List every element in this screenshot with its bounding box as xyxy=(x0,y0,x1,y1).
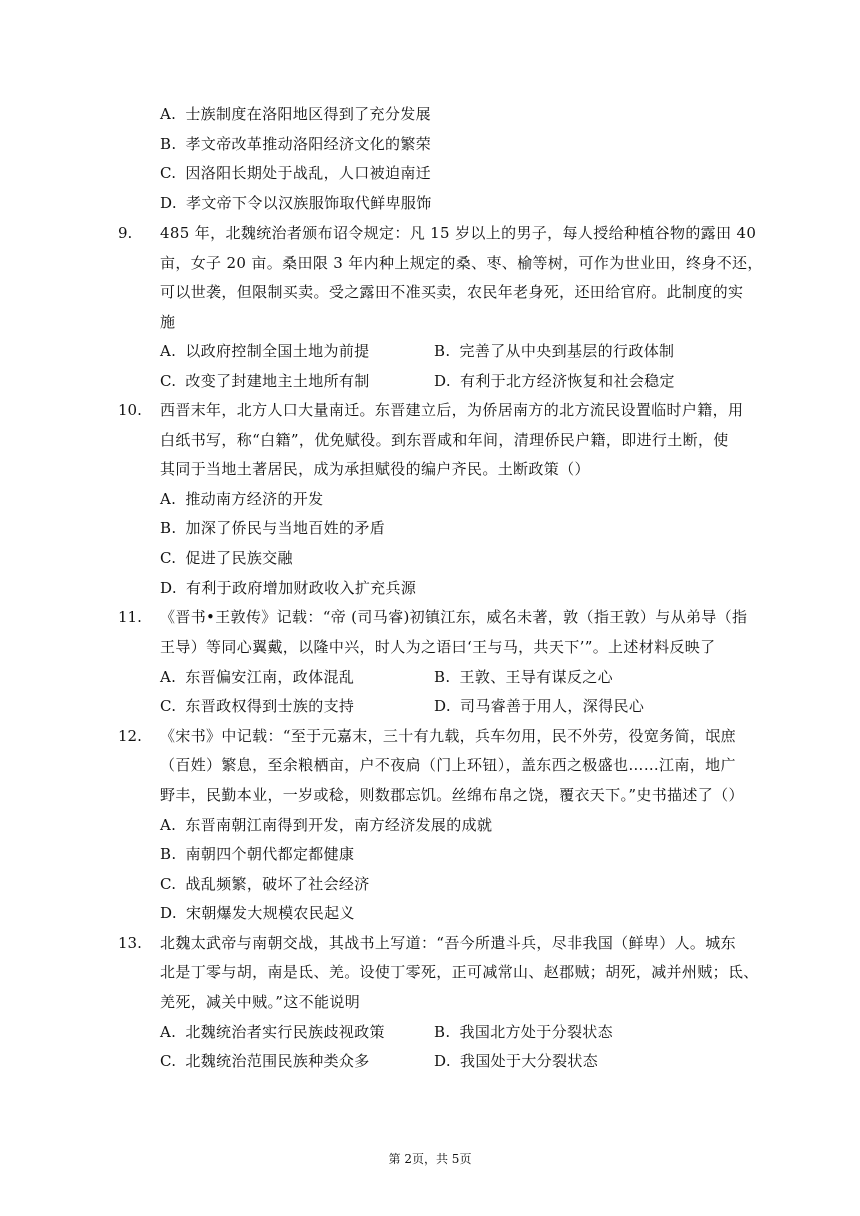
option-letter: C. xyxy=(160,1052,177,1070)
option-letter: B. xyxy=(160,135,177,153)
q9-stem-line: 亩，女子 20 亩。桑田限 3 年内种上规定的桑、枣、榆等树，可作为世业田，终身不还， xyxy=(160,254,763,272)
option-text: 我国北方处于分裂状态 xyxy=(459,1023,614,1041)
option-text: 孝文帝改革推动洛阳经济文化的繁荣 xyxy=(185,135,432,153)
option-text: 以政府控制全国土地为前提 xyxy=(185,342,370,360)
option-text: 因洛阳长期处于战乱，人口被迫南迁 xyxy=(185,164,432,182)
option-text: 有利于北方经济恢复和社会稳定 xyxy=(459,372,675,390)
option-letter: A. xyxy=(160,668,177,686)
option-text: 王敦、王导有谋反之心 xyxy=(459,668,614,686)
option-letter: B. xyxy=(434,668,451,686)
q10-stem-line: 其同于当地土著居民，成为承担赋役的编户齐民。土断政策（） xyxy=(160,460,590,478)
q13-stem-line: 羌死，减关中贼。”这不能说明 xyxy=(160,993,361,1011)
option-letter: B. xyxy=(434,342,451,360)
option-letter: C. xyxy=(160,875,177,893)
option-text: 加深了侨民与当地百姓的矛盾 xyxy=(185,519,386,537)
option-letter: A. xyxy=(160,105,177,123)
option-text: 推动南方经济的开发 xyxy=(185,490,324,508)
q10-option-c xyxy=(160,548,293,568)
option-letter: B. xyxy=(434,1023,451,1041)
option-letter: C. xyxy=(160,372,177,390)
option-letter: D. xyxy=(160,904,177,922)
option-letter: D. xyxy=(434,372,451,390)
option-text: 战乱频繁，破坏了社会经济 xyxy=(185,875,370,893)
option-text: 东晋南朝江南得到开发，南方经济发展的成就 xyxy=(185,816,493,834)
option-letter: C. xyxy=(160,697,177,715)
q10-option-a xyxy=(160,489,323,509)
option-text: 宋朝爆发大规模农民起义 xyxy=(185,904,355,922)
q8-option-a xyxy=(160,104,431,124)
q13-number: 13. xyxy=(118,934,142,952)
q12-stem-line: 《宋书》中记载：“至于元嘉末，三十有九载，兵车勿用，民不外劳，役宽务简，氓庶 xyxy=(160,727,736,745)
q13-stem-line: 北是丁零与胡，南是氐、羌。设使丁零死，正可减常山、赵郡贼；胡死，减并州贼；氐、 xyxy=(160,963,759,981)
q12-stem-line: （百姓）繁息，至余粮栖亩，户不夜扃（门上环钮），盖东西之极盛也……江南，地广 xyxy=(160,756,736,774)
q9-option-a xyxy=(160,341,370,361)
option-letter: D. xyxy=(434,1052,451,1070)
q8-option-c xyxy=(160,163,431,183)
option-letter: B. xyxy=(160,519,177,537)
option-text: 我国处于大分裂状态 xyxy=(459,1052,599,1070)
q11-stem-line: 《晋书•王敦传》记载：“帝 (司马睿)初镇江东，威名未著，敦（指王敦）与从弟导（指 xyxy=(160,608,748,626)
option-letter: D. xyxy=(160,194,177,212)
q11-number: 11. xyxy=(118,608,142,626)
option-letter: D. xyxy=(434,697,451,715)
q10-number: 10. xyxy=(118,401,142,419)
option-text: 北魏统治范围民族种类众多 xyxy=(185,1052,370,1070)
q13-option-d xyxy=(434,1051,598,1071)
q10-stem-line: 西晋末年，北方人口大量南迁。东晋建立后，为侨居南方的北方流民设置临时户籍，用 xyxy=(160,401,744,419)
option-text: 促进了民族交融 xyxy=(185,549,293,567)
page-number-footer: 第 2页，共 5页 xyxy=(388,1152,472,1166)
option-text: 孝文帝下令以汉族服饰取代鲜卑服饰 xyxy=(185,194,432,212)
option-letter: A. xyxy=(160,342,177,360)
option-letter: A. xyxy=(160,816,177,834)
q10-option-d xyxy=(160,578,416,598)
q11-option-a xyxy=(160,667,354,687)
option-letter: C. xyxy=(160,164,177,182)
q12-option-b xyxy=(160,844,354,864)
option-text: 北魏统治者实行民族歧视政策 xyxy=(185,1023,385,1041)
q9-number: 9. xyxy=(118,224,133,242)
q13-option-b xyxy=(434,1022,613,1042)
q9-stem-line: 可以世袭，但限制买卖。受之露田不准买卖，农民年老身死，还田给官府。此制度的实 xyxy=(160,283,744,301)
q12-option-d xyxy=(160,903,355,923)
option-text: 改变了封建地主土地所有制 xyxy=(185,372,370,390)
q12-number: 12. xyxy=(118,727,142,745)
q9-option-d xyxy=(434,371,675,391)
option-text: 司马睿善于用人，深得民心 xyxy=(459,697,645,715)
q9-option-c xyxy=(160,371,370,391)
q13-option-c xyxy=(160,1051,370,1071)
option-letter: D. xyxy=(160,579,177,597)
option-letter: A. xyxy=(160,1023,177,1041)
q11-option-c xyxy=(160,696,354,716)
q11-stem-line: 王导）等同心翼戴，以隆中兴，时人为之语曰‘王与马，共天下’”。上述材料反映了 xyxy=(160,638,716,656)
option-text: 东晋偏安江南，政体混乱 xyxy=(185,668,355,686)
option-text: 南朝四个朝代都定都健康 xyxy=(185,845,355,863)
q9-stem-line: 485 年，北魏统治者颁布诏令规定：凡 15 岁以上的男子，每人授给种植谷物的露田 40 xyxy=(160,224,757,242)
option-letter: B. xyxy=(160,845,177,863)
option-text: 士族制度在洛阳地区得到了充分发展 xyxy=(185,105,431,123)
option-text: 东晋政权得到士族的支持 xyxy=(185,697,355,715)
q8-option-d xyxy=(160,193,432,213)
q13-option-a xyxy=(160,1022,385,1042)
option-text: 有利于政府增加财政收入扩充兵源 xyxy=(185,579,417,597)
q9-stem-line: 施 xyxy=(160,313,176,331)
q13-stem-line: 北魏太武帝与南朝交战，其战书上写道：“吾今所遣斗兵，尽非我国（鲜卑）人。城东 xyxy=(160,934,736,952)
q8-option-b xyxy=(160,134,431,154)
q11-option-d xyxy=(434,696,644,716)
q12-option-a xyxy=(160,815,492,835)
q10-option-b xyxy=(160,518,385,538)
q12-stem-line: 野丰，民勤本业，一岁或稔，则数郡忘饥。丝绵布帛之饶，覆衣天下。”史书描述了（） xyxy=(160,786,744,804)
q10-stem-line: 白纸书写，称“白籍”，优免赋役。到东晋咸和年间，清理侨民户籍，即进行土断，使 xyxy=(160,431,729,449)
q12-option-c xyxy=(160,874,370,894)
option-letter: A. xyxy=(160,490,177,508)
q9-option-b xyxy=(434,341,674,361)
option-text: 完善了从中央到基层的行政体制 xyxy=(459,342,675,360)
option-letter: C. xyxy=(160,549,177,567)
q11-option-b xyxy=(434,667,613,687)
